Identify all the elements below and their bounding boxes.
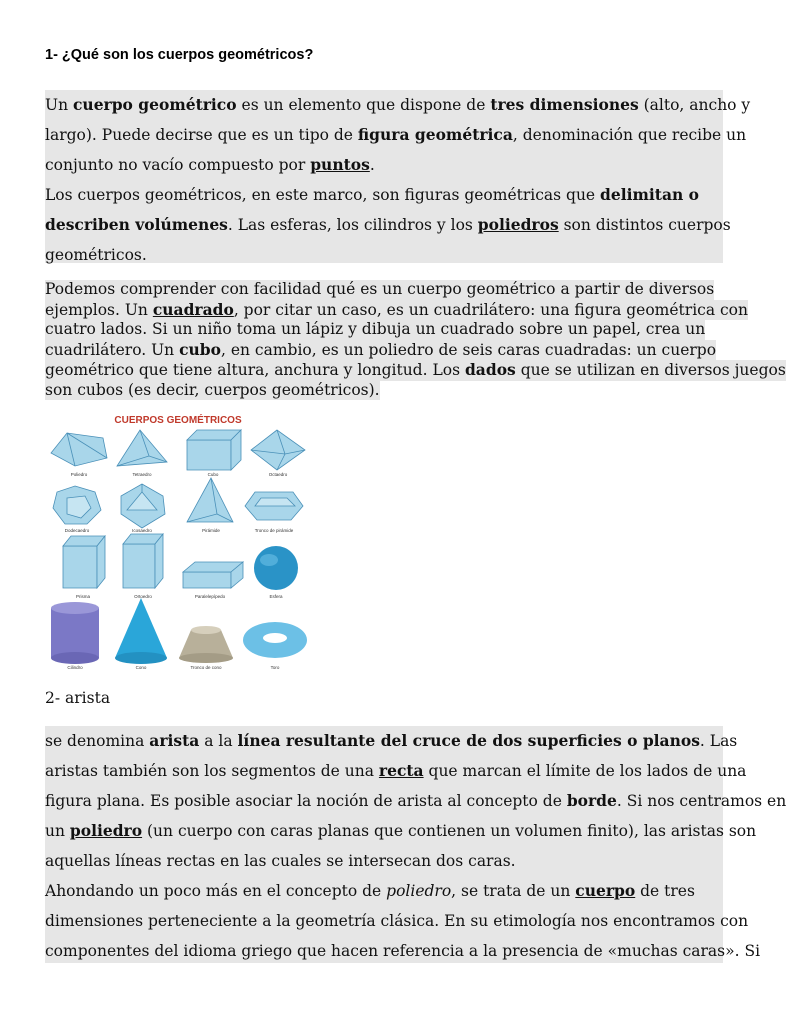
text-run: (un cuerpo con caras planas que contienen un volumen finito), las aristas son: [142, 822, 757, 840]
prism-shape: [63, 536, 105, 588]
text-run: cuerpo: [575, 881, 636, 900]
text-run: (alto, ancho y: [638, 96, 751, 114]
figure-label: Cilindro: [67, 665, 83, 670]
text-run: son cubos (es decir, cuerpos geométricos).: [45, 380, 380, 399]
paragraph-1: [45, 90, 751, 264]
figure-label: Pirámide: [202, 528, 220, 533]
text-run: son distintos cuerpos: [558, 216, 731, 234]
text-run: Un: [45, 96, 73, 114]
figure-label: Tronco de cono: [190, 665, 222, 670]
text-run: ejemplos. Un: [45, 300, 153, 319]
parallelepiped-shape: [183, 562, 243, 588]
text-run: recta: [378, 761, 424, 780]
icosahedron-shape: [121, 484, 165, 528]
text-run: cubo: [179, 339, 221, 359]
text-run: cuadrilátero. Un: [45, 340, 180, 359]
text-run: componentes del idioma griego que hacen referencia a la presencia de «muchas caras». Si: [45, 942, 761, 960]
text-run: . Las: [699, 732, 738, 750]
paragraph-line: [45, 90, 751, 120]
torus-shape: [243, 622, 307, 658]
figure-label: Tetraedro: [132, 472, 152, 477]
geometric-solids-illustration: [45, 408, 311, 672]
figure-label: Prisma: [75, 594, 91, 599]
paragraph-line: [45, 300, 748, 321]
octahedron-shape: [251, 430, 305, 470]
text-run: cuadrado: [152, 299, 234, 319]
figure-label: Cono: [135, 665, 147, 670]
paragraph-line: [45, 786, 786, 816]
text-run: de tres: [635, 882, 695, 900]
paragraph-line: [45, 180, 723, 210]
text-run: . Si nos centramos en: [616, 792, 786, 810]
paragraph-line: [45, 120, 747, 150]
cube-shape: [187, 430, 241, 470]
frustum-pyramid-shape: [245, 492, 303, 520]
text-run: un: [45, 822, 70, 840]
paragraph-line: [45, 320, 705, 340]
figure-label: Ortoedro: [134, 594, 152, 599]
text-run: figura plana. Es posible asociar la noción de arista al concepto de: [45, 792, 567, 810]
paragraph-line: [45, 816, 757, 846]
text-run: , denominación que recibe un: [512, 126, 747, 144]
text-run: , se trata de un: [451, 882, 576, 900]
text-run: poliedro: [69, 821, 143, 840]
figure-label: Icosaedro: [132, 528, 152, 533]
text-run: arista: [149, 731, 200, 750]
text-run: Ahondando un poco más en el concepto de: [45, 882, 387, 900]
text-run: aquellas líneas rectas en las cuales se intersecan dos caras.: [45, 852, 516, 870]
text-run: puntos: [310, 155, 370, 174]
figure-title: CUERPOS GEOMÉTRICOS: [114, 415, 242, 426]
paragraph-line: [45, 756, 747, 786]
text-run: aristas también son los segmentos de una: [45, 762, 379, 780]
paragraph-3: [45, 726, 786, 963]
text-run: largo). Puede decirse que es un tipo de: [45, 126, 358, 144]
paragraph-line: [45, 906, 749, 936]
figure-label: Toro: [270, 665, 280, 670]
paragraph-line: [45, 240, 723, 270]
text-run: que se utilizan en diversos juegos: [515, 361, 786, 379]
paragraph-line: [45, 936, 761, 966]
dodecahedron-shape: [53, 486, 101, 524]
paragraph-line: [45, 340, 716, 361]
text-run: poliedros: [477, 215, 559, 234]
text-run: Podemos comprender con facilidad qué es un cuerpo geométrico a partir de diversos: [45, 280, 715, 298]
text-run: Los cuerpos geométricos, en este marco, son figuras geométricas que: [45, 186, 601, 204]
paragraph-line: [45, 360, 786, 381]
pyramid-shape: [187, 478, 233, 522]
text-run: dados: [464, 360, 516, 379]
text-run: .: [369, 156, 375, 174]
figure-label: Tronco de pirámide: [254, 528, 294, 533]
text-run: figura geométrica: [357, 125, 513, 144]
sphere-shape: [254, 546, 298, 590]
paragraph-line: [45, 150, 723, 180]
paragraph-line: [45, 846, 723, 876]
text-run: cuerpo geométrico: [72, 95, 237, 114]
figure-label: Paralelepípedo: [194, 594, 226, 599]
figure-label: Dodecaedro: [64, 528, 90, 533]
text-run: línea resultante del cruce de dos superficies o planos: [237, 731, 700, 750]
figure-label: Esfera: [269, 594, 283, 599]
text-run: , en cambio, es un poliedro de seis caras cuadradas: un cuerpo: [220, 340, 717, 359]
section1-heading: 1- ¿Qué son los cuerpos geométricos?: [45, 47, 314, 63]
text-run: es un elemento que dispone de: [236, 96, 491, 114]
text-run: tres dimensiones: [490, 95, 639, 114]
paragraph-line: [45, 210, 731, 240]
text-run: delimitan o: [600, 185, 700, 204]
paragraph-2: [45, 280, 786, 400]
text-run: geométricos.: [45, 246, 147, 264]
figure-label: Cubo: [207, 472, 219, 477]
text-run: que marcan el límite de los lados de una: [423, 762, 747, 780]
text-run: a la: [199, 732, 238, 750]
cuboid-shape: [123, 534, 163, 588]
text-run: . Las esferas, los cilindros y los: [227, 216, 478, 234]
paragraph-line: [45, 280, 714, 300]
text-run: dimensiones perteneciente a la geometría clásica. En su etimología nos encontramos con: [45, 912, 749, 930]
cone-shape: [115, 598, 167, 664]
text-run: borde: [566, 791, 617, 810]
text-run: geométrico que tiene altura, anchura y longitud. Los: [45, 361, 465, 379]
text-run: , por citar un caso, es un cuadrilátero: una figura geométrica con: [233, 300, 748, 319]
text-run: conjunto no vacío compuesto por: [45, 156, 311, 174]
text-run: se denomina: [45, 732, 150, 750]
text-run: cuatro lados. Si un niño toma un lápiz y dibuja un cuadrado sobre un papel, crea un: [45, 320, 706, 338]
frustum-cone-shape: [179, 626, 233, 663]
figure-label: Poliedro: [70, 472, 88, 477]
geometric-solids-figure: [45, 408, 311, 672]
paragraph-line: [45, 381, 380, 401]
polyhedron-shape: [51, 433, 107, 466]
tetrahedron-shape: [117, 430, 167, 466]
text-run: describen volúmenes: [45, 215, 228, 234]
cylinder-shape: [51, 602, 99, 664]
paragraph-line: [45, 726, 738, 756]
text-run: poliedro: [386, 882, 452, 900]
figure-label: Octaedro: [268, 472, 288, 477]
paragraph-line: [45, 876, 723, 906]
section2-heading: 2- arista: [45, 689, 111, 707]
